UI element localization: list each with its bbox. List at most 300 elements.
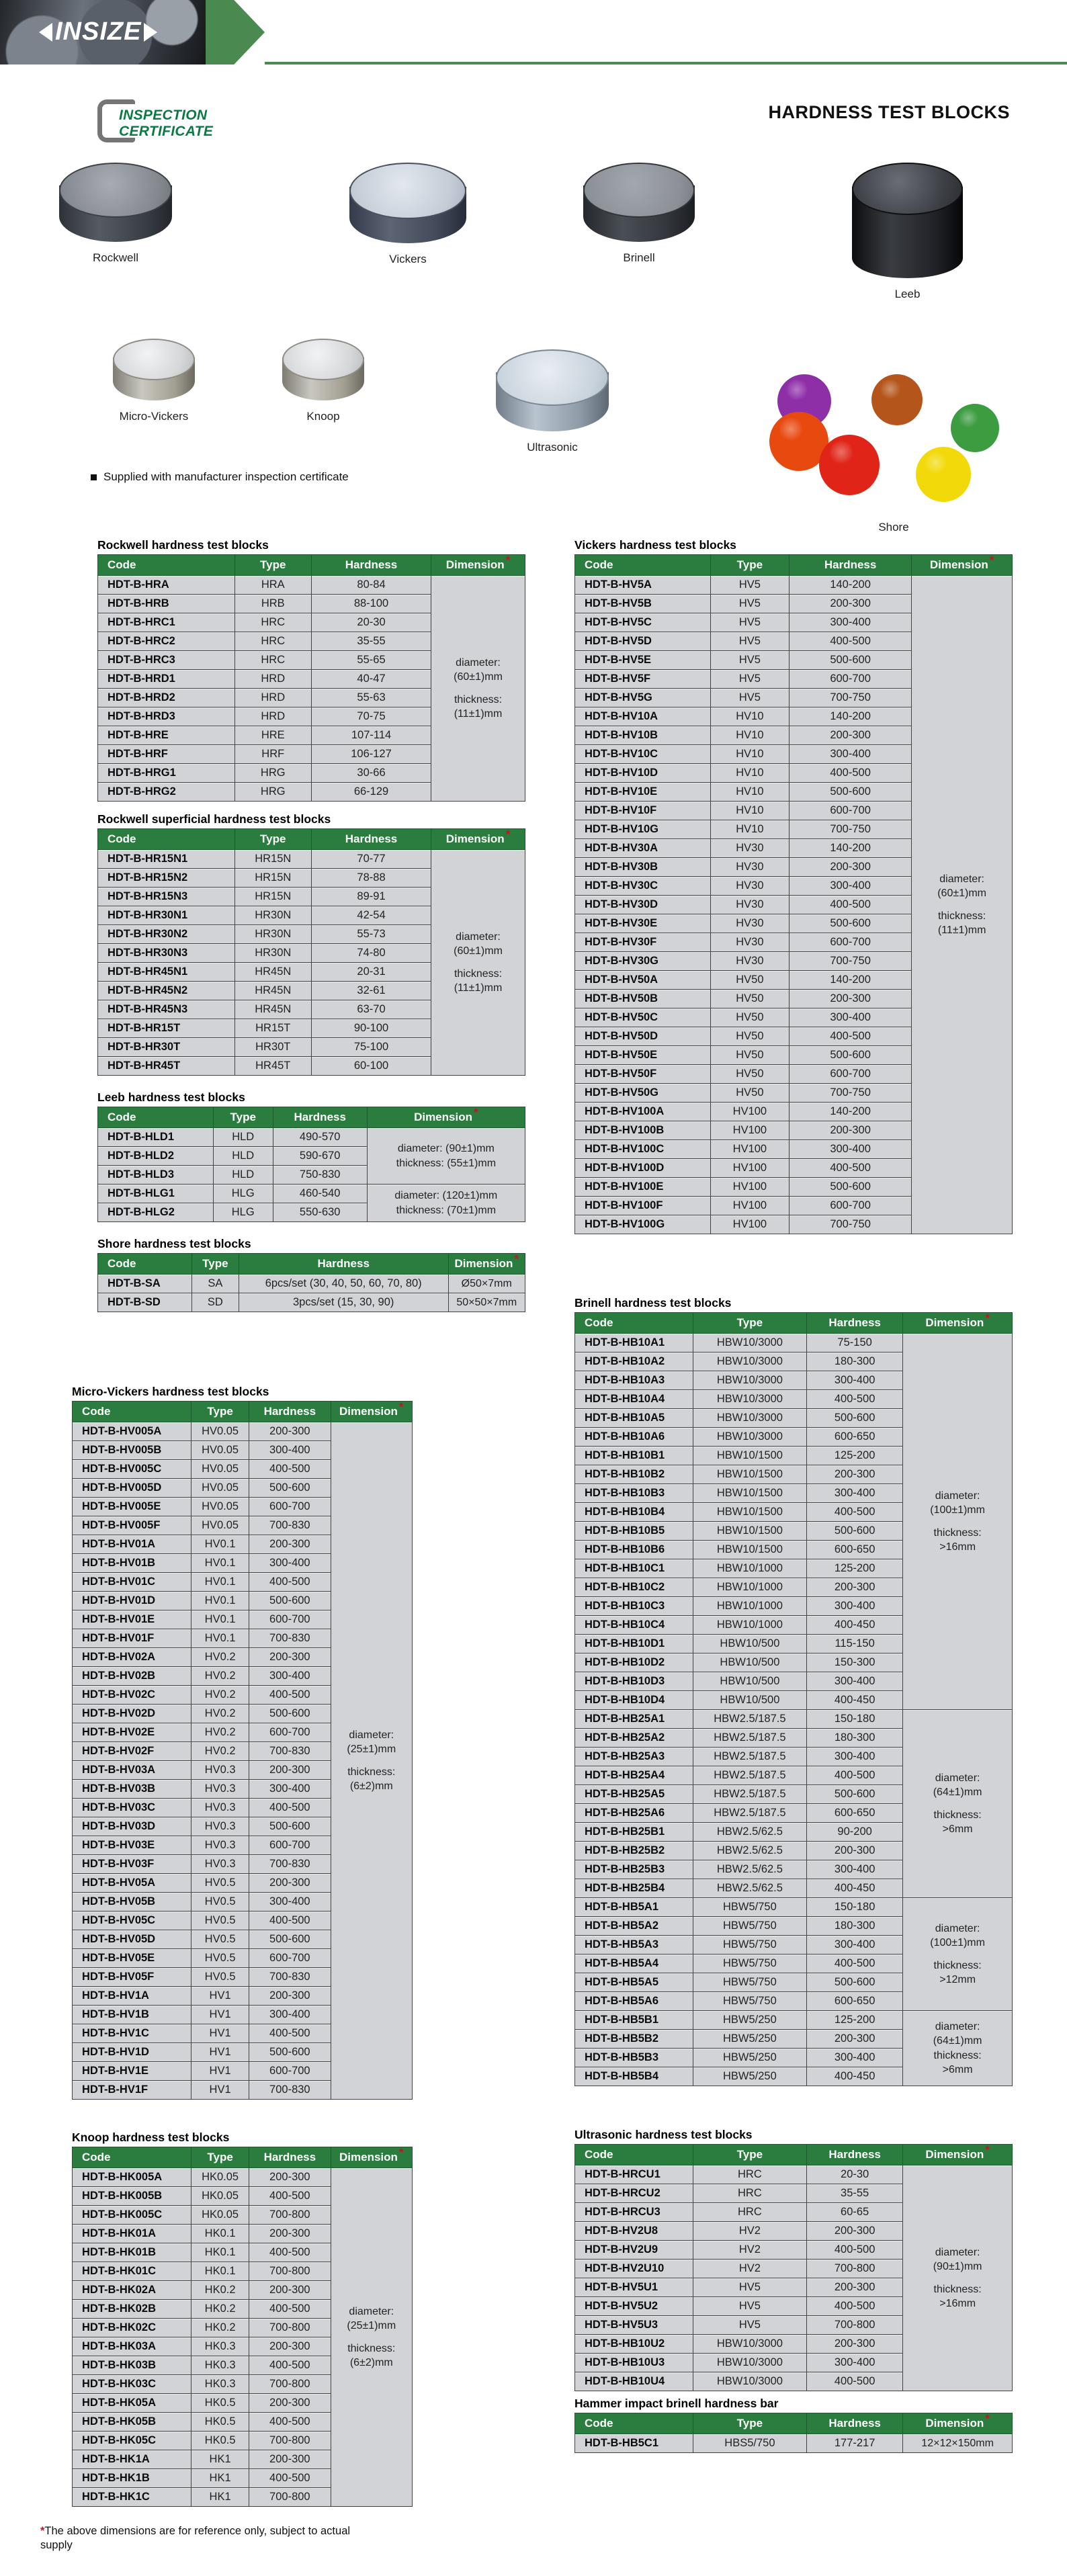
type-cell: HV100 bbox=[710, 1103, 789, 1121]
type-cell: HV1 bbox=[191, 1987, 249, 2006]
code-cell: HDT-B-HB25B2 bbox=[575, 1842, 693, 1860]
logo-right-arrow-icon bbox=[144, 23, 157, 42]
code-cell: HDT-B-HV005E bbox=[73, 1498, 191, 1516]
product-label: Rockwell bbox=[92, 251, 139, 264]
type-cell: HR15T bbox=[234, 1019, 311, 1038]
dimension-cell: diameter: (60±1)mm thickness: (11±1)mm bbox=[431, 850, 525, 1076]
code-cell: HDT-B-HV10A bbox=[575, 707, 711, 726]
hardness-cell: 6pcs/set (30, 40, 50, 60, 70, 80) bbox=[239, 1275, 448, 1293]
column-header-dimension bbox=[431, 555, 525, 576]
hardness-cell: 300-400 bbox=[807, 1936, 903, 1955]
column-header-label: Dimension bbox=[339, 2151, 398, 2163]
hardness-cell: 590-670 bbox=[273, 1147, 367, 1166]
code-cell: HDT-B-HK03B bbox=[73, 2356, 191, 2375]
column-header-type bbox=[693, 2145, 806, 2165]
type-cell: HV30 bbox=[710, 839, 789, 858]
code-cell: HDT-B-HK05B bbox=[73, 2413, 191, 2432]
hardness-cell: 32-61 bbox=[311, 982, 431, 1000]
type-cell: HR15N bbox=[234, 869, 311, 888]
hardness-cell: 500-600 bbox=[807, 1785, 903, 1804]
column-header-type bbox=[710, 555, 789, 576]
table-row bbox=[575, 1898, 1013, 1917]
code-cell: HDT-B-HB10B1 bbox=[575, 1447, 693, 1465]
code-cell: HDT-B-HRCU1 bbox=[575, 2165, 693, 2184]
hardness-cell: 55-63 bbox=[311, 689, 431, 707]
hardness-cell: 700-800 bbox=[249, 2375, 331, 2394]
hardness-cell: 700-750 bbox=[789, 689, 911, 707]
knoop-table-title: Knoop hardness test blocks bbox=[72, 2131, 230, 2144]
code-cell: HDT-B-HV5G bbox=[575, 689, 711, 707]
code-cell: HDT-B-HV03F bbox=[73, 1855, 191, 1874]
code-cell: HDT-B-HV02F bbox=[73, 1742, 191, 1761]
hardness-cell: 500-600 bbox=[249, 1930, 331, 1949]
hardness-cell: 140-200 bbox=[789, 707, 911, 726]
code-cell: HDT-B-HLD2 bbox=[98, 1147, 214, 1166]
column-header-dimension bbox=[903, 2145, 1013, 2165]
hardness-cell: 180-300 bbox=[807, 1729, 903, 1748]
code-cell: HDT-B-HV5F bbox=[575, 670, 711, 689]
table-row bbox=[575, 2434, 1013, 2453]
code-cell: HDT-B-HRD3 bbox=[98, 707, 235, 726]
hardness-cell: 400-500 bbox=[249, 1686, 331, 1705]
code-cell: HDT-B-HB10U3 bbox=[575, 2354, 693, 2372]
code-cell: HDT-B-HV03C bbox=[73, 1799, 191, 1817]
hardness-cell: 400-500 bbox=[807, 2372, 903, 2391]
type-cell: HK0.5 bbox=[191, 2432, 249, 2450]
table-row bbox=[73, 2168, 413, 2187]
type-cell: HV1 bbox=[191, 2062, 249, 2081]
column-header-label: Hardness bbox=[263, 1405, 316, 1418]
hardness-cell: 600-650 bbox=[807, 1541, 903, 1559]
hardness-cell: 600-700 bbox=[789, 670, 911, 689]
dimension-asterisk: * bbox=[505, 828, 511, 841]
hardness-cell: 150-300 bbox=[807, 1654, 903, 1672]
column-header-hardness bbox=[807, 2413, 903, 2434]
table-row bbox=[73, 1422, 413, 1441]
type-cell: HV1 bbox=[191, 2024, 249, 2043]
hardness-cell: 400-500 bbox=[807, 1955, 903, 1973]
column-header-label: Code bbox=[108, 558, 136, 571]
type-cell: HV10 bbox=[710, 820, 789, 839]
type-cell: HBW5/750 bbox=[693, 1936, 806, 1955]
hardness-cell: 400-500 bbox=[807, 2241, 903, 2260]
code-cell: HDT-B-HB25B4 bbox=[575, 1879, 693, 1898]
note-text: Supplied with manufacturer inspection certificate bbox=[103, 470, 349, 483]
dimension-asterisk: * bbox=[398, 2146, 404, 2159]
type-cell: HR15N bbox=[234, 888, 311, 906]
code-cell: HDT-B-HB10B5 bbox=[575, 1522, 693, 1541]
dimension-cell: diameter: (90±1)mm thickness: >16mm bbox=[903, 2165, 1013, 2391]
hardness-cell: 400-500 bbox=[249, 2187, 331, 2206]
type-cell: HV0.1 bbox=[191, 1535, 249, 1554]
hardness-cell: 200-300 bbox=[789, 990, 911, 1008]
hardness-cell: 700-800 bbox=[249, 2206, 331, 2225]
hardness-cell: 180-300 bbox=[807, 1353, 903, 1371]
hardness-cell: 88-100 bbox=[311, 595, 431, 613]
brinell-table-section bbox=[574, 1296, 1013, 2086]
code-cell: HDT-B-HV02A bbox=[73, 1648, 191, 1667]
hardness-cell: 300-400 bbox=[807, 1672, 903, 1691]
code-cell: HDT-B-HB5A1 bbox=[575, 1898, 693, 1917]
type-cell: HBW2.5/62.5 bbox=[693, 1860, 806, 1879]
type-cell: SA bbox=[191, 1275, 239, 1293]
hardness-cell: 55-65 bbox=[311, 651, 431, 670]
hardness-cell: 600-700 bbox=[249, 1836, 331, 1855]
code-cell: HDT-B-HK01B bbox=[73, 2243, 191, 2262]
code-cell: HDT-B-HB10C3 bbox=[575, 1597, 693, 1616]
code-cell: HDT-B-HV50D bbox=[575, 1027, 711, 1046]
code-cell: HDT-B-HR45N2 bbox=[98, 982, 235, 1000]
hardness-cell: 300-400 bbox=[249, 1667, 331, 1686]
column-header-label: Dimension bbox=[445, 558, 505, 571]
column-header-type bbox=[234, 829, 311, 850]
code-cell: HDT-B-HB5B1 bbox=[575, 2011, 693, 2030]
column-header-type bbox=[693, 1313, 806, 1334]
code-cell: HDT-B-HB25A4 bbox=[575, 1766, 693, 1785]
type-cell: HRC bbox=[693, 2184, 806, 2203]
hardness-cell: 200-300 bbox=[249, 2394, 331, 2413]
code-cell: HDT-B-HB10D4 bbox=[575, 1691, 693, 1710]
type-cell: HBW2.5/62.5 bbox=[693, 1823, 806, 1842]
type-cell: HV0.2 bbox=[191, 1723, 249, 1742]
code-cell: HDT-B-HV03D bbox=[73, 1817, 191, 1836]
type-cell: HR45T bbox=[234, 1057, 311, 1076]
right-column bbox=[574, 538, 1013, 2453]
type-cell: HK0.1 bbox=[191, 2262, 249, 2281]
column-header-label: Hardness bbox=[824, 558, 877, 571]
type-cell: HR30N bbox=[234, 944, 311, 963]
code-cell: HDT-B-HB10B3 bbox=[575, 1484, 693, 1503]
hardness-cell: 150-180 bbox=[807, 1710, 903, 1729]
hardness-cell: 35-55 bbox=[807, 2184, 903, 2203]
code-cell: HDT-B-HV01F bbox=[73, 1629, 191, 1648]
type-cell: HV50 bbox=[710, 1027, 789, 1046]
type-cell: HR30T bbox=[234, 1038, 311, 1057]
hardness-cell: 600-650 bbox=[807, 1992, 903, 2011]
hardness-cell: 700-750 bbox=[789, 820, 911, 839]
code-cell: HDT-B-HRA bbox=[98, 576, 235, 595]
type-cell: HLG bbox=[213, 1185, 273, 1203]
type-cell: HBW2.5/187.5 bbox=[693, 1766, 806, 1785]
column-header-hardness bbox=[789, 555, 911, 576]
column-header-label: Hardness bbox=[317, 1257, 370, 1270]
code-cell: HDT-B-HV01D bbox=[73, 1592, 191, 1611]
hardness-cell: 30-66 bbox=[311, 764, 431, 783]
code-cell: HDT-B-HK02A bbox=[73, 2281, 191, 2300]
type-cell: HRC bbox=[693, 2203, 806, 2222]
code-cell: HDT-B-HK01A bbox=[73, 2225, 191, 2243]
hardness-cell: 20-30 bbox=[807, 2165, 903, 2184]
column-header-label: Code bbox=[108, 1257, 136, 1270]
column-header-type bbox=[213, 1107, 273, 1128]
hardness-cell: 400-500 bbox=[249, 1912, 331, 1930]
code-cell: HDT-B-HV50C bbox=[575, 1008, 711, 1027]
type-cell: HV0.3 bbox=[191, 1836, 249, 1855]
hardness-cell: 750-830 bbox=[273, 1166, 367, 1185]
hardness-cell: 200-300 bbox=[807, 2030, 903, 2049]
type-cell: HV5 bbox=[710, 651, 789, 670]
code-cell: HDT-B-HV005D bbox=[73, 1479, 191, 1498]
type-cell: HV30 bbox=[710, 933, 789, 952]
shore-disc-red bbox=[819, 435, 880, 495]
product-leeb bbox=[852, 163, 963, 301]
hardness-cell: 300-400 bbox=[807, 1748, 903, 1766]
banner-photo bbox=[0, 0, 210, 65]
page-title: HARDNESS TEST BLOCKS bbox=[768, 102, 1010, 122]
type-cell: HV0.3 bbox=[191, 1799, 249, 1817]
dimension-asterisk: * bbox=[989, 554, 994, 567]
dimension-asterisk: * bbox=[473, 1106, 478, 1119]
vickers-table-title: Vickers hardness test blocks bbox=[574, 538, 736, 552]
hardness-cell: 300-400 bbox=[807, 2354, 903, 2372]
column-header-label: Type bbox=[202, 1257, 228, 1270]
type-cell: HBS5/750 bbox=[693, 2434, 806, 2453]
hardness-cell: 40-47 bbox=[311, 670, 431, 689]
hardness-cell: 700-830 bbox=[249, 2081, 331, 2100]
type-cell: HV100 bbox=[710, 1159, 789, 1178]
hardness-cell: 66-129 bbox=[311, 783, 431, 802]
table-row bbox=[98, 1185, 525, 1203]
code-cell: HDT-B-HK02B bbox=[73, 2300, 191, 2319]
hardness-cell: 125-200 bbox=[807, 2011, 903, 2030]
code-cell: HDT-B-HB10A5 bbox=[575, 1409, 693, 1428]
column-header-hardness bbox=[249, 1402, 331, 1422]
code-cell: HDT-B-HR30T bbox=[98, 1038, 235, 1057]
type-cell: HV50 bbox=[710, 1008, 789, 1027]
type-cell: HK0.2 bbox=[191, 2319, 249, 2337]
code-cell: HDT-B-HV50E bbox=[575, 1046, 711, 1065]
code-cell: HDT-B-HB25A6 bbox=[575, 1804, 693, 1823]
hardness-cell: 500-600 bbox=[807, 1973, 903, 1992]
micro_vickers-table-title: Micro-Vickers hardness test blocks bbox=[72, 1385, 269, 1398]
column-header-label: Hardness bbox=[345, 558, 398, 571]
leeb-table-section bbox=[97, 1090, 525, 1222]
code-cell: HDT-B-HV5U3 bbox=[575, 2316, 693, 2335]
code-cell: HDT-B-HR30N2 bbox=[98, 925, 235, 944]
code-cell: HDT-B-HV100F bbox=[575, 1197, 711, 1215]
shore-disc-green bbox=[951, 404, 999, 452]
hardness-cell: 700-800 bbox=[249, 2262, 331, 2281]
type-cell: HBW5/250 bbox=[693, 2049, 806, 2067]
column-header-label: Dimension bbox=[925, 2417, 984, 2430]
code-cell: HDT-B-HV5D bbox=[575, 632, 711, 651]
type-cell: HV10 bbox=[710, 707, 789, 726]
hardness-cell: 500-600 bbox=[249, 1479, 331, 1498]
dimension-asterisk: * bbox=[398, 1400, 404, 1414]
type-cell: HV30 bbox=[710, 914, 789, 933]
hardness-cell: 90-200 bbox=[807, 1823, 903, 1842]
type-cell: HBW10/1500 bbox=[693, 1484, 806, 1503]
code-cell: HDT-B-HB10U2 bbox=[575, 2335, 693, 2354]
hardness-cell: 20-30 bbox=[311, 613, 431, 632]
hardness-cell: 600-700 bbox=[249, 1611, 331, 1629]
code-cell: HDT-B-HR30N1 bbox=[98, 906, 235, 925]
code-cell: HDT-B-HV30D bbox=[575, 896, 711, 914]
hardness-cell: 600-650 bbox=[807, 1804, 903, 1823]
column-header-dimension bbox=[448, 1254, 525, 1275]
type-cell: HK0.05 bbox=[191, 2168, 249, 2187]
type-cell: HV0.05 bbox=[191, 1441, 249, 1460]
code-cell: HDT-B-HB10C4 bbox=[575, 1616, 693, 1635]
column-header-label: Type bbox=[736, 2148, 763, 2161]
column-header-label: Dimension bbox=[925, 2148, 984, 2161]
type-cell: HBW2.5/187.5 bbox=[693, 1710, 806, 1729]
type-cell: HV0.3 bbox=[191, 1817, 249, 1836]
type-cell: HK1 bbox=[191, 2450, 249, 2469]
hardness-cell: 125-200 bbox=[807, 1447, 903, 1465]
type-cell: HBW10/3000 bbox=[693, 1409, 806, 1428]
type-cell: HBW10/1000 bbox=[693, 1597, 806, 1616]
column-header-label: Code bbox=[82, 2151, 111, 2163]
code-cell: HDT-B-HV30C bbox=[575, 877, 711, 896]
code-cell: HDT-B-HV10B bbox=[575, 726, 711, 745]
type-cell: HV0.05 bbox=[191, 1498, 249, 1516]
code-cell: HDT-B-HV10G bbox=[575, 820, 711, 839]
code-cell: HDT-B-HLG1 bbox=[98, 1185, 214, 1203]
hardness-cell: 63-70 bbox=[311, 1000, 431, 1019]
rockwell-block-image bbox=[59, 163, 172, 242]
dimension-cell: diameter: (25±1)mm thickness: (6±2)mm bbox=[331, 2168, 412, 2507]
code-cell: HDT-B-HB10B2 bbox=[575, 1465, 693, 1484]
product-ultrasonic bbox=[496, 349, 609, 454]
code-cell: HDT-B-HLD3 bbox=[98, 1166, 214, 1185]
code-cell: HDT-B-HV1D bbox=[73, 2043, 191, 2062]
hardness-cell: 700-750 bbox=[789, 1215, 911, 1234]
brinell-table bbox=[574, 1312, 1013, 2086]
hardness-cell: 115-150 bbox=[807, 1635, 903, 1654]
code-cell: HDT-B-HB5A4 bbox=[575, 1955, 693, 1973]
column-header-label: Type bbox=[260, 832, 286, 845]
code-cell: HDT-B-HV02E bbox=[73, 1723, 191, 1742]
hardness-cell: 700-830 bbox=[249, 1742, 331, 1761]
code-cell: HDT-B-HV005C bbox=[73, 1460, 191, 1479]
column-header-label: Dimension bbox=[929, 558, 988, 571]
type-cell: HV100 bbox=[710, 1178, 789, 1197]
ultrasonic-table-title: Ultrasonic hardness test blocks bbox=[574, 2128, 753, 2141]
column-header-dimension bbox=[331, 1402, 412, 1422]
type-cell: HRC bbox=[234, 651, 311, 670]
code-cell: HDT-B-HV1A bbox=[73, 1987, 191, 2006]
hardness-cell: 300-400 bbox=[249, 1441, 331, 1460]
code-cell: HDT-B-HV01C bbox=[73, 1573, 191, 1592]
hardness-cell: 200-300 bbox=[249, 2225, 331, 2243]
hardness-cell: 140-200 bbox=[789, 576, 911, 595]
type-cell: HR15N bbox=[234, 850, 311, 869]
column-header-label: Dimension bbox=[414, 1111, 472, 1123]
code-cell: HDT-B-HR30N3 bbox=[98, 944, 235, 963]
hardness-cell: 600-700 bbox=[789, 802, 911, 820]
column-header-code bbox=[98, 555, 235, 576]
certificate-line1: INSPECTION bbox=[119, 108, 208, 123]
micro-vickers-table-section bbox=[72, 1385, 413, 2100]
column-header-dimension bbox=[331, 2147, 412, 2168]
type-cell: HV10 bbox=[710, 764, 789, 783]
code-cell: HDT-B-HV5B bbox=[575, 595, 711, 613]
code-cell: HDT-B-HV005A bbox=[73, 1422, 191, 1441]
code-cell: HDT-B-HV02C bbox=[73, 1686, 191, 1705]
column-header-label: Dimension bbox=[454, 1257, 513, 1270]
type-cell: HV0.05 bbox=[191, 1460, 249, 1479]
hardness-cell: 600-700 bbox=[249, 1498, 331, 1516]
dimension-asterisk: * bbox=[985, 2412, 990, 2425]
type-cell: HBW5/250 bbox=[693, 2030, 806, 2049]
type-cell: HBW5/250 bbox=[693, 2011, 806, 2030]
leeb-block-image bbox=[852, 163, 963, 278]
header-row bbox=[575, 555, 1013, 576]
hardness-cell: 200-300 bbox=[789, 858, 911, 877]
code-cell: HDT-B-HV01A bbox=[73, 1535, 191, 1554]
hardness-cell: 700-800 bbox=[249, 2488, 331, 2507]
column-header-code bbox=[73, 2147, 191, 2168]
code-cell: HDT-B-HV2U8 bbox=[575, 2222, 693, 2241]
table-row bbox=[98, 1128, 525, 1147]
type-cell: HBW5/750 bbox=[693, 1955, 806, 1973]
code-cell: HDT-B-HB5A3 bbox=[575, 1936, 693, 1955]
hardness-cell: 400-500 bbox=[807, 1390, 903, 1409]
table-row bbox=[575, 576, 1013, 595]
code-cell: HDT-B-HV1C bbox=[73, 2024, 191, 2043]
type-cell: HK0.2 bbox=[191, 2281, 249, 2300]
code-cell: HDT-B-HK03A bbox=[73, 2337, 191, 2356]
hardness-cell: 200-300 bbox=[807, 1842, 903, 1860]
type-cell: HV100 bbox=[710, 1197, 789, 1215]
dimension-cell: diameter: (60±1)mm thickness: (11±1)mm bbox=[912, 576, 1013, 1234]
code-cell: HDT-B-HR45N1 bbox=[98, 963, 235, 982]
type-cell: HV2 bbox=[693, 2222, 806, 2241]
type-cell: HK0.3 bbox=[191, 2337, 249, 2356]
code-cell: HDT-B-HB10B6 bbox=[575, 1541, 693, 1559]
type-cell: HV50 bbox=[710, 990, 789, 1008]
type-cell: HK0.05 bbox=[191, 2187, 249, 2206]
code-cell: HDT-B-HRB bbox=[98, 595, 235, 613]
type-cell: HLD bbox=[213, 1147, 273, 1166]
code-cell: HDT-B-HB5B3 bbox=[575, 2049, 693, 2067]
ultrasonic-table-section bbox=[574, 2128, 1013, 2391]
type-cell: HV0.1 bbox=[191, 1554, 249, 1573]
hardness-cell: 490-570 bbox=[273, 1128, 367, 1147]
brinell-table-title: Brinell hardness test blocks bbox=[574, 1296, 732, 1310]
column-header-label: Type bbox=[230, 1111, 256, 1123]
hammer-table bbox=[574, 2413, 1013, 2453]
type-cell: HBW10/1000 bbox=[693, 1578, 806, 1597]
type-cell: HV10 bbox=[710, 802, 789, 820]
hardness-cell: 70-75 bbox=[311, 707, 431, 726]
hardness-cell: 3pcs/set (15, 30, 90) bbox=[239, 1293, 448, 1312]
hardness-cell: 500-600 bbox=[789, 914, 911, 933]
brand-name: INSIZE bbox=[55, 17, 142, 46]
type-cell: HV10 bbox=[710, 726, 789, 745]
hardness-cell: 700-830 bbox=[249, 1855, 331, 1874]
type-cell: HK0.1 bbox=[191, 2243, 249, 2262]
vickers-block-image bbox=[349, 163, 466, 243]
hardness-cell: 35-55 bbox=[311, 632, 431, 651]
hardness-cell: 89-91 bbox=[311, 888, 431, 906]
code-cell: HDT-B-HV005B bbox=[73, 1441, 191, 1460]
type-cell: HV5 bbox=[693, 2316, 806, 2335]
type-cell: HBW2.5/62.5 bbox=[693, 1879, 806, 1898]
code-cell: HDT-B-HR15N3 bbox=[98, 888, 235, 906]
type-cell: HRD bbox=[234, 689, 311, 707]
type-cell: HR45N bbox=[234, 1000, 311, 1019]
hardness-cell: 300-400 bbox=[807, 1597, 903, 1616]
product-label: Vickers bbox=[389, 253, 427, 265]
hardness-cell: 400-500 bbox=[789, 896, 911, 914]
code-cell: HDT-B-HR45T bbox=[98, 1057, 235, 1076]
superficial-table-section bbox=[97, 812, 525, 1076]
hardness-cell: 500-600 bbox=[249, 2043, 331, 2062]
column-header-label: Hardness bbox=[294, 1111, 346, 1123]
ultrasonic-block-image bbox=[496, 349, 609, 431]
